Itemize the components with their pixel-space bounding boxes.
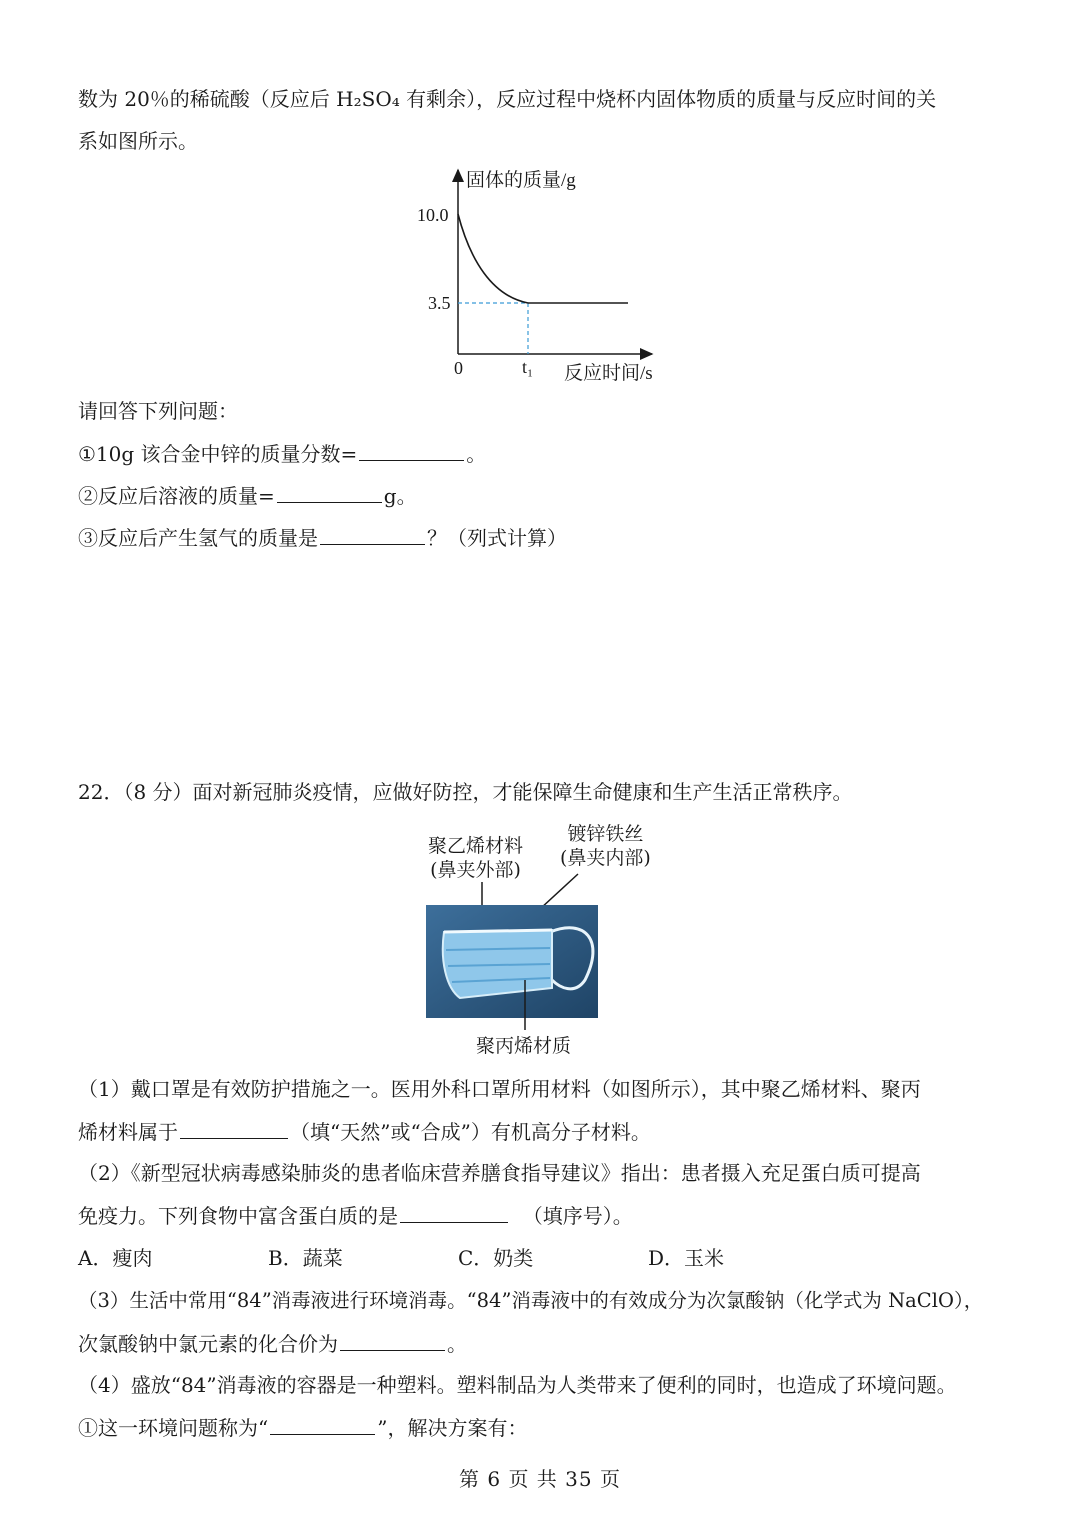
option-b: B．蔬菜 (268, 1246, 343, 1270)
q21-sub3-text: ③反应后产生氢气的质量是 (78, 526, 318, 550)
q21-sub1-text: ①10g 该合金中锌的质量分数= (78, 442, 358, 466)
q22-p1-end: （填“天然”或“合成”）有机高分子材料。 (290, 1120, 651, 1144)
q21-sub2 (78, 482, 417, 509)
answer-blank-3[interactable] (320, 524, 425, 545)
q22-p2-text: 免疫力。下列食物中富含蛋白质的是 (78, 1204, 398, 1228)
solid-mass-chart (400, 160, 680, 390)
q22-p2-line1: （2）《新型冠状病毒感染肺炎的患者临床营养膳食指导建议》指出：患者摄入充足蛋白质可提高 (78, 1161, 921, 1185)
x-tick-label-t1: t₁ (522, 357, 534, 377)
q21-sub2-text: ②反应后溶液的质量= (78, 484, 275, 508)
option-d: D．玉米 (648, 1246, 725, 1270)
q22-p2-line2 (78, 1202, 633, 1229)
origin-label: 0 (454, 358, 463, 378)
q21-intro-line1: 数为 20％的稀硫酸（反应后 H₂SO₄ 有剩余），反应过程中烧杯内固体物质的质量与反应时间的关 (78, 87, 937, 111)
y-tick-label-3.5: 3.5 (428, 293, 451, 313)
answer-blank-1[interactable] (359, 440, 464, 461)
label-polyethylene: 聚乙烯材料 (鼻夹外部) (428, 835, 524, 881)
q21-sub3-end: ？（列式计算） (427, 526, 567, 550)
q21-sub3 (78, 524, 567, 551)
q21-intro-line2: 系如图所示。 (78, 129, 198, 153)
q22-p1-text: 烯材料属于 (78, 1120, 178, 1144)
q22-p3-line2 (78, 1330, 467, 1357)
option-c: C．奶类 (458, 1246, 534, 1270)
answer-blank-4[interactable] (180, 1118, 288, 1139)
option-a: A．瘦肉 (78, 1246, 153, 1270)
series-curve (458, 214, 528, 303)
q21-sub1-end: 。 (466, 442, 487, 466)
q22-p4-text: ①这一环境问题称为“ (78, 1416, 269, 1440)
q22-p2-end: （填序号）。 (522, 1204, 633, 1228)
q21-prompt: 请回答下列问题： (78, 399, 238, 423)
q21-sub2-end: g。 (383, 484, 417, 508)
answer-blank-7[interactable] (270, 1414, 375, 1435)
q22-p4-line2 (78, 1414, 527, 1441)
q22-p3-line1: （3）生活中常用“84”消毒液进行环境消毒。“84”消毒液中的有效成分为次氯酸钠（化学式为 NaClO）， (78, 1289, 984, 1312)
label-polypropylene: 聚丙烯材质 (476, 1035, 572, 1057)
q22-p3-end: 。 (447, 1332, 467, 1356)
page-footer: 第 6 页 共 35 页 (459, 1467, 621, 1491)
answer-blank-5[interactable] (400, 1202, 508, 1223)
q22-p1-line1: （1）戴口罩是有效防护措施之一。医用外科口罩所用材料（如图所示），其中聚乙烯材料、聚丙 (78, 1077, 921, 1101)
y-axis-label: 固体的质量/g (466, 170, 576, 191)
answer-blank-2[interactable] (277, 482, 382, 503)
q22-options (78, 1245, 838, 1271)
q22-p1-line2 (78, 1118, 651, 1145)
x-axis-label: 反应时间/s (564, 363, 653, 384)
answer-blank-6[interactable] (340, 1330, 445, 1351)
q22-p4-line1: （4）盛放“84”消毒液的容器是一种塑料。塑料制品为人类带来了便利的同时，也造成了环境问题。 (78, 1373, 957, 1397)
y-tick-label-10: 10.0 (417, 205, 449, 225)
q21-sub1 (78, 440, 486, 467)
label-galvanized-wire: 镀锌铁丝 (鼻夹内部) (560, 823, 651, 869)
q22-p4-end: ”，解决方案有： (377, 1416, 528, 1440)
q22-header: 22．（8 分）面对新冠肺炎疫情，应做好防控，才能保障生命健康和生产生活正常秩序。 (78, 780, 853, 804)
q22-p3-text: 次氯酸钠中氯元素的化合价为 (78, 1332, 338, 1356)
mask-figure (400, 870, 700, 1030)
